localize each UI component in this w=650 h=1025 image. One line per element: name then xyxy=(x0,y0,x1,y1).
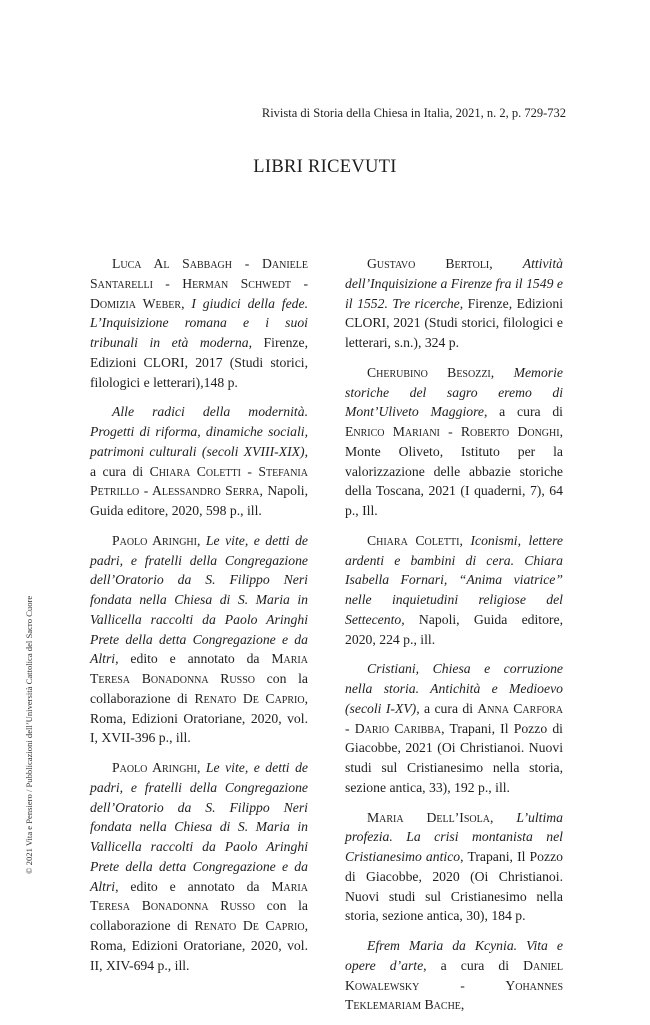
book-entry xyxy=(90,402,308,521)
entry-text: , Firenze, Edizioni CLORI, 2017 (Studi storici, filologici e letterari),148 p. xyxy=(90,335,308,390)
entry-names: Cherubino Besozzi xyxy=(367,364,491,380)
entry-text: , Trapani, Il Pozzo di Giacobbe, 2020 (Oi Christianoi. Nuovi studi sul Cristianesimo nella storia, sezione antica, 30), 184 p. xyxy=(345,849,563,924)
book-entry xyxy=(345,531,563,650)
entry-text: , a cura di xyxy=(90,443,308,479)
entry-text: , xyxy=(489,256,523,271)
entry-names: Maria Dell’Isola xyxy=(367,809,490,825)
entry-text: , Roma, Edizioni Oratoriane, 2020, vol. II, XIV-694 p., ill. xyxy=(90,918,308,973)
entry-title: Alle radici della modernità. Progetti di riforma, dinamiche sociali, patrimoni culturali (secoli XVIII-XIX) xyxy=(90,404,308,459)
entry-text: , Napoli, Guida editore, 2020, 598 p., ill. xyxy=(90,483,308,518)
book-entry xyxy=(345,936,563,1015)
entry-names: Renato De Caprio xyxy=(194,690,305,706)
entry-names: Chiara Coletti - Stefania Petrillo - Alessandro Serra xyxy=(90,463,308,499)
book-entry xyxy=(345,254,563,353)
entry-title: Le vite, e detti de padri, e fratelli della Congregazione dell’Oratorio da S. Filippo Neri fondata nella Chiesa di S. Maria in Vallicella raccolti da Paolo Aringhi Prete della detta Congregazione e da Altri xyxy=(90,532,309,667)
journal-header: Rivista di Storia della Chiesa in Italia, 2021, n. 2, p. 729-732 xyxy=(261,106,566,120)
book-entry xyxy=(345,808,563,927)
entry-text: , xyxy=(459,532,471,548)
book-entry xyxy=(90,254,308,392)
entry-names: Renato De Caprio xyxy=(194,918,305,933)
entry-names: Chiara Coletti xyxy=(367,532,460,548)
entry-names: Enrico Mariani - Roberto Donghi xyxy=(345,424,560,439)
page-title: LIBRI RICEVUTI xyxy=(253,157,397,177)
entry-text: , Napoli, Guida editore, 2020, 224 p., ill. xyxy=(345,611,563,647)
entry-text: , Trapani, Il Pozzo di Giacobbe, 2021 (Oi Christianoi. Nuovi studi sul Cristianesimo nella storia, sezione antica, 33), 192 p., ill. xyxy=(345,720,563,795)
entry-text: , Roma, Edizioni Oratoriane, 2020, vol. I, XVII-396 p., ill. xyxy=(90,690,308,746)
entry-text: , xyxy=(489,809,517,825)
entry-names: Gustavo Bertoli xyxy=(367,256,490,271)
entry-title: I giudici della fede. L’Inquisizione romana e i suoi tribunali in età moderna xyxy=(90,295,309,350)
entry-text: , Monte Oliveto, Istituto per la valorizzazione delle abbazie storiche della Toscana, 2021 (I quaderni, 7), 64 p., Ill. xyxy=(345,424,563,518)
entry-names: Maria Teresa Bonadonna Russo xyxy=(90,878,308,914)
entry-title: Efrem Maria da Kcynia. Vita e opere d’arte xyxy=(345,938,563,973)
left-column xyxy=(90,254,308,985)
entry-text: con la collaborazione di xyxy=(90,898,308,933)
book-entry xyxy=(345,659,563,797)
entry-title: Attività dell’Inquisizione a Firenze fra il 1549 e il 1552. Tre ricerche xyxy=(345,256,563,311)
copyright-side-note: © 2021 Vita e Pensiero / Pubblicazioni dell’Università Cattolica del Sacro Cuore xyxy=(24,595,34,874)
entry-text: , edito e annotato da xyxy=(115,878,272,894)
book-entry xyxy=(90,758,308,975)
entry-text: , xyxy=(197,760,206,775)
entry-text: , a cura di xyxy=(423,957,524,973)
entry-names: Daniel Kowalewsky - Yohannes Teklemariam Bache xyxy=(345,957,563,1013)
entry-names: Luca Al Sabbagh - Daniele Santarelli - Herman Schwedt - Domizia Weber xyxy=(90,256,308,311)
entry-text: con la collaborazione di xyxy=(90,671,308,706)
right-column xyxy=(345,254,563,1025)
entry-text: , Firenze, Edizioni CLORI, 2021 (Studi storici, filologici e letterari, s.n.), 324 p. xyxy=(345,295,564,350)
entry-text: , xyxy=(460,997,465,1013)
entry-text: , a cura di xyxy=(483,404,563,420)
entry-title: L’ultima profezia. La crisi montanista nel Cristianesimo antico xyxy=(345,809,563,864)
entry-names: Paolo Aringhi xyxy=(112,532,197,548)
entry-text: , a cura di xyxy=(416,700,478,716)
entry-title: Cristiani, Chiesa e corruzione nella storia. Antichità e Medioevo (secoli I-XV) xyxy=(345,661,563,716)
entry-text: , xyxy=(197,532,206,548)
entry-names: Maria Teresa Bonadonna Russo xyxy=(90,651,308,686)
entry-text: , xyxy=(490,364,514,380)
entry-names: Anna Carfora - Dario Caribba xyxy=(345,700,563,736)
entry-title: Le vite, e detti de padri, e fratelli della Congregazione dell’Oratorio da S. Filippo Neri fondata nella Chiesa di S. Maria in Vallicella raccolti da Paolo Aringhi Prete della detta Congregazione e da Altri xyxy=(90,760,309,894)
entry-text: , xyxy=(181,295,192,311)
entry-title: Iconismi, lettere ardenti e bambini di cera. Chiara Isabella Fornari, “Anima viatrice” nelle inquietudini religiose del Settecento xyxy=(345,532,563,627)
book-entry xyxy=(345,363,563,521)
entry-text: , edito e annotato da xyxy=(115,651,272,667)
entry-names: Paolo Aringhi xyxy=(112,760,197,775)
book-entry xyxy=(90,531,308,748)
entry-title: Memorie storiche del sagro eremo di Mont’Uliveto Maggiore xyxy=(345,364,563,420)
